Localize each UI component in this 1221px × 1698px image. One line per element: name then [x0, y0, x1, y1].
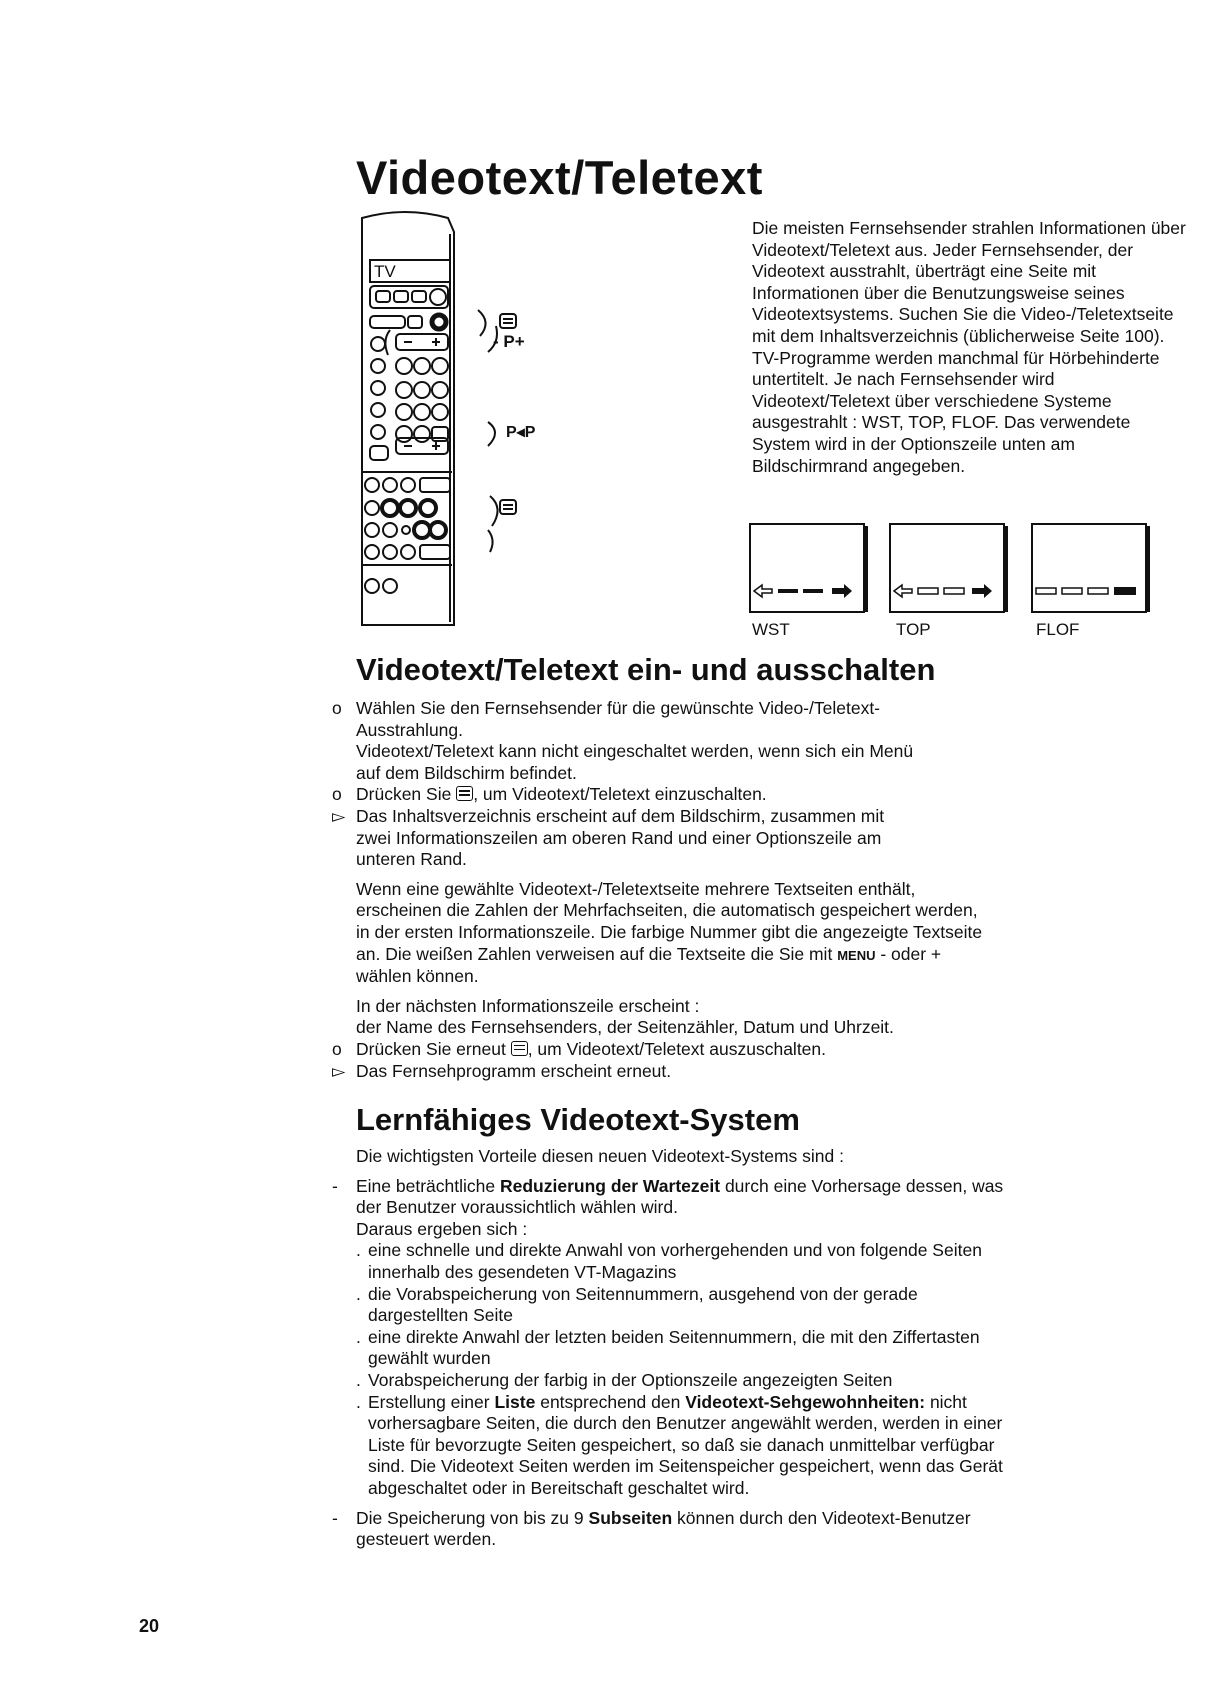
label-p-plus: - P+	[493, 332, 525, 351]
sub-item: . eine schnelle und direkte Anwahl von vorhergehenden und von folgende Seiten innerhalb des gesendeten VT-Magazins	[356, 1240, 982, 1282]
section-heading-learning: Lernfähiges Videotext-System	[356, 1102, 800, 1137]
list-item: ▻ Das Inhaltsverzeichnis erscheint auf dem Bildschirm, zusammen mit zwei Informationszeilen am oberen Rand und einer Optionszeile am unteren Rand.	[332, 805, 885, 870]
paragraph: Wenn eine gewählte Videotext-/Teletextseite mehrere Textseiten enthält, erscheinen die Zahlen der Mehrfachseiten, die automatisch gespeichert werden, in der ersten Informationszeile. Die farbige Nummer gibt die angezeigte Textseite an. Die weißen Zahlen verweisen auf die Textseite die Sie mit MENU - oder + wählen können.	[356, 878, 983, 987]
remote-control-illustration	[340, 210, 570, 630]
remote-display-label: TV	[374, 262, 396, 281]
paragraph: In der nächsten Informationszeile erscheint : der Name des Fernsehsenders, der Seitenzähler, Datum und Uhrzeit.	[356, 995, 894, 1038]
label-flof: FLOF	[1036, 620, 1080, 639]
lead-text: Die wichtigsten Vorteile diesen neuen Videotext-Systems sind :	[356, 1146, 845, 1166]
section2-body	[332, 1146, 1012, 1551]
list-item: - Eine beträchtliche Reduzierung der Wartezeit durch eine Vorhersage dessen, was der Benutzer voraussichtlich wählen wird. Daraus ergeben sich : . eine schnelle und direkte Anwahl von vorhergehenden und von folgende Seiten innerhalb des gesendeten VT-Magazins . die Vorabspeicherung von Seitennummern, ausgehend von der gerade dargestellten Seite . eine direkte Anwahl der letzten beiden Seitennummern, die mit den Ziffertasten gewählt wurden . Vorabspeicherung der farbig in der Optionszeile angezeigten Seiten . Erstellung einer Liste entsprechend den Videotext-Sehgewohnheiten: nicht vorhersagbare Seiten, die durch den Benutzer angewählt werden, werden in einer Liste für bevorzugte Seiten gespeichert, so daß sie danach unmittelbar verfügbar sind. Die Videotext Seiten werden im Seitenspeicher gespeichert, wenn das Gerät abgeschaltet oder in Bereitschaft geschaltet wird.	[332, 1176, 1012, 1500]
label-wst: WST	[752, 620, 790, 639]
list-item: o Drücken Sie erneut , um Videotext/Teletext auszuschalten.	[332, 1038, 827, 1059]
page-title: Videotext/Teletext	[356, 151, 763, 204]
label-p-swap: P◂P	[506, 424, 536, 441]
label-top: TOP	[896, 620, 931, 639]
sub-item: . Vorabspeicherung der farbig in der Optionszeile angezeigten Seiten	[356, 1369, 893, 1390]
sub-item: . Erstellung einer Liste entsprechend den Videotext-Sehgewohnheiten: nicht vorhersagbare Seiten, die durch den Benutzer angewählt werden, werden in einer Liste für bevorzugte Seiten gespeichert, so daß sie danach unmittelbar verfügbar sind. Die Videotext Seiten werden im Seitenspeicher gespeichert, wenn das Gerät abgeschaltet oder in Bereitschaft geschaltet wird.	[356, 1391, 1003, 1498]
section1-body	[332, 698, 1032, 1082]
teletext-icon	[511, 1041, 528, 1056]
list-item: - Die Speicherung von bis zu 9 Subseiten können durch den Videotext-Benutzer gesteuert werden.	[332, 1507, 971, 1550]
sub-item: . eine direkte Anwahl der letzten beiden Seitennummern, die mit den Ziffertasten gewählt wurden	[356, 1326, 980, 1369]
list-item: o Drücken Sie , um Videotext/Teletext einzuschalten.	[332, 784, 767, 805]
intro-paragraph: Die meisten Fernsehsender strahlen Informationen über Videotext/Teletext aus. Jeder Fernsehsender, der Videotext ausstrahlt, überträgt eine Seite mit Informationen über die Benutzungsweise seines Videotextsystems. Suchen Sie die Video-/Teletextseite mit dem Inhaltsverzeichnis (üblicherweise Seite 100). TV-Programme werden manchmal für Hörbehinderte untertitelt. Je nach Fernsehsender wird Videotext/Teletext über verschiedene Systeme ausgestrahlt : WST, TOP, FLOF. Das verwendete System wird in der Optionszeile unten am Bildschirmrand angegeben.	[752, 218, 1186, 476]
sub-item: . die Vorabspeicherung von Seitennummern, ausgehend von der gerade dargestellten Seite	[356, 1283, 918, 1326]
list-item: o Wählen Sie den Fernsehsender für die gewünschte Video-/Teletext- Ausstrahlung. Videotext/Teletext kann nicht eingeschaltet werden, wenn sich ein Menü auf dem Bildschirm befindet.	[332, 698, 914, 783]
teletext-systems-illustration	[748, 520, 1168, 615]
page-number: 20	[139, 1616, 160, 1636]
teletext-icon	[456, 786, 473, 801]
section-heading-on-off: Videotext/Teletext ein- und ausschalten	[356, 652, 936, 687]
list-item: ▻ Das Fernsehprogramm erscheint erneut.	[332, 1060, 672, 1081]
